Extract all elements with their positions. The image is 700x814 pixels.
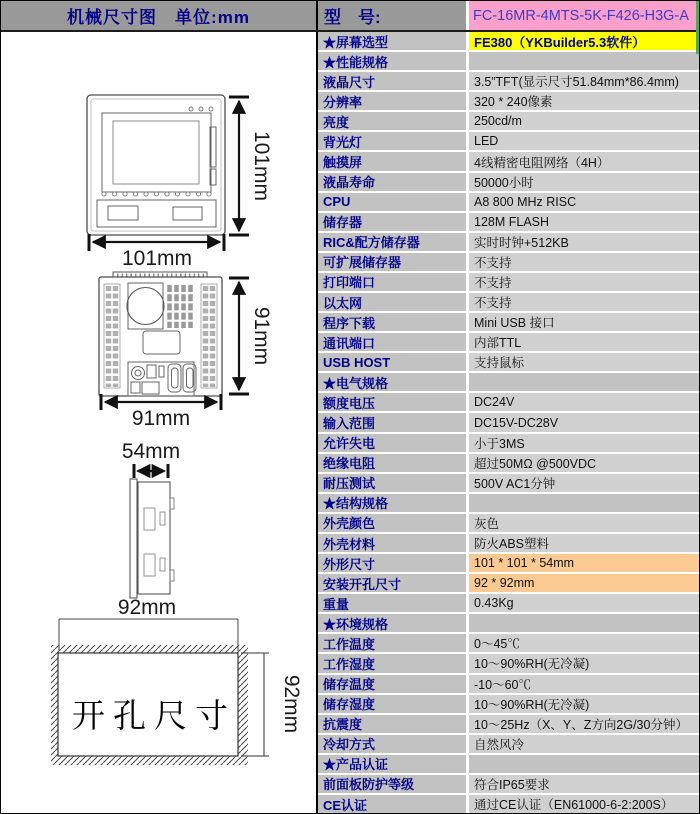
content-area [1,32,699,813]
spec-label: ★产品认证 [318,755,466,773]
spec-value [466,755,699,773]
spec-value: 3.5”TFT(显示尺寸51.84mm*86.4mm) [466,72,699,90]
spec-label: 亮度 [318,112,466,130]
depth-dim-label: 54mm [121,440,181,463]
spec-label: 工作温度 [318,634,466,652]
spec-label: 允许失电 [318,434,466,452]
spec-value: 0～45℃ [466,634,699,652]
spec-row [318,311,699,331]
front-height-dim-label: 101mm [250,130,273,202]
spec-value [466,373,699,391]
spec-row [318,693,699,713]
spec-row [318,472,699,492]
spec-row [318,150,699,170]
spec-value: 10～90%RH(无冷凝) [466,654,699,672]
spec-value: 128M FLASH [466,213,699,231]
spec-label: 储存器 [318,213,466,231]
section-row [318,612,699,632]
cutout-width-dim-label: 92mm [117,596,177,619]
spec-value: 250cd/m [466,112,699,130]
section-row [318,371,699,391]
spec-row [318,713,699,733]
front-view-drawing [87,95,225,235]
spec-row [318,733,699,753]
spec-value: 防火ABS塑料 [466,534,699,552]
spec-label: ★屏幕选型 [318,32,466,50]
spec-label: RIC&配方储存器 [318,233,466,251]
spec-row [318,211,699,231]
body-profile [138,482,170,594]
spec-value: 灰色 [466,514,699,532]
spec-label: 外壳材料 [318,534,466,552]
spec-label: ★性能规格 [318,52,466,70]
spec-row [318,432,699,452]
spec-label: 输入范围 [318,413,466,431]
spec-label: 额度电压 [318,393,466,411]
spec-value: 自然风冷 [466,735,699,753]
spec-value: 0.43Kg [466,594,699,612]
spec-value: 320 * 240像素 [466,92,699,110]
title-bar [1,1,699,32]
spec-value: LED [466,132,699,150]
spec-label: ★环境规格 [318,614,466,632]
spec-row [318,572,699,592]
spec-label: 触摸屏 [318,152,466,170]
side-view-drawing [122,440,180,598]
spec-value: 不支持 [466,273,699,291]
spec-label: 以太网 [318,293,466,311]
spec-row [318,331,699,351]
spec-value: 10～25Hz（X、Y、Z方向2G/30分钟） [466,715,699,733]
back-view-drawing [99,272,222,396]
spec-label: 通讯端口 [318,333,466,351]
spec-row [318,291,699,311]
spec-label: 前面板防护等级 [318,775,466,793]
spec-row [318,773,699,793]
spec-label: 绝缘电阻 [318,454,466,472]
spec-value: 10～90%RH(无冷凝) [466,695,699,713]
spec-row [318,391,699,411]
mechanical-drawings-svg [1,32,318,814]
spec-value: 符合IP65要求 [466,775,699,793]
spec-row [318,673,699,693]
spec-rows [318,32,699,813]
spec-row [318,632,699,652]
section-row [318,50,699,70]
spec-value [466,52,699,70]
spec-label: 储存湿度 [318,695,466,713]
spec-row [318,90,699,110]
mechanical-drawings-panel [1,32,318,813]
mechanical-dimensions-title: 机械尺寸图 单位:mm [1,1,318,30]
spec-label: 储存温度 [318,675,466,693]
spec-label: 程序下载 [318,313,466,331]
spec-label: 抗震度 [318,715,466,733]
spec-label: 打印端口 [318,273,466,291]
spec-value: 不支持 [466,293,699,311]
spec-label: USB HOST [318,353,466,371]
model-number-value: FC-16MR-4MTS-5K-F426-H3G-A [466,1,699,30]
spec-label: 工作湿度 [318,654,466,672]
back-height-dim-label: 91mm [250,306,273,366]
spec-value: 92 * 92mm [466,574,699,592]
spec-value: 小于3MS [466,434,699,452]
spec-value: 101 * 101 * 54mm [466,554,699,572]
spec-label: 重量 [318,594,466,612]
spec-value: 超过50MΩ @500VDC [466,454,699,472]
spec-row [318,512,699,532]
spec-value: A8 800 MHz RISC [466,193,699,211]
spec-row [318,592,699,612]
spec-value: 支持鼠标 [466,353,699,371]
spec-row [318,652,699,672]
spec-label: 外壳颜色 [318,514,466,532]
spec-label: ★结构规格 [318,494,466,512]
cutout-caption: 开孔尺寸 [72,697,236,734]
cutout-drawing [51,596,303,765]
spec-row [318,110,699,130]
spec-value: 通过CE认证（EN61000-6-2:200S） [466,795,699,813]
spec-label: 液晶尺寸 [318,72,466,90]
spec-row [318,411,699,431]
spec-value [466,614,699,632]
back-width-dim-label: 91mm [131,407,191,430]
spec-row [318,70,699,90]
spec-label: ★电气规格 [318,373,466,391]
spec-label: 外形尺寸 [318,554,466,572]
spec-row [318,452,699,472]
spec-value: FE380（YKBuilder5.3软件） [466,32,699,50]
spec-value: 内部TTL [466,333,699,351]
green-border-artifact [696,1,699,54]
spec-row [318,793,699,813]
spec-value: DC24V [466,393,699,411]
section-row [318,753,699,773]
model-number-label: 型 号: [318,1,466,30]
spec-row [318,532,699,552]
spec-row [318,251,699,271]
spec-value: 50000小时 [466,173,699,191]
spec-value: 500V AC1分钟 [466,474,699,492]
spec-value: 不支持 [466,253,699,271]
cutout-height-dim-label: 92mm [280,674,303,734]
spec-value: 4线精密电阻网络（4H） [466,152,699,170]
spec-label: 可扩展储存器 [318,253,466,271]
spec-label: 冷却方式 [318,735,466,753]
spec-label: 安装开孔尺寸 [318,574,466,592]
spec-row [318,191,699,211]
spec-value: -10～60℃ [466,675,699,693]
spec-value: DC15V-DC28V [466,413,699,431]
spec-label: 液晶寿命 [318,173,466,191]
spec-value: Mini USB 接口 [466,313,699,331]
spec-row [318,231,699,251]
spec-value: 实时时钟+512KB [466,233,699,251]
spec-label: CPU [318,193,466,211]
spec-label: 背光灯 [318,132,466,150]
spec-row [318,32,699,50]
front-width-dim-label: 101mm [121,247,193,270]
bezel-profile [130,479,137,598]
spec-label: 耐压测试 [318,474,466,492]
spec-row [318,171,699,191]
spec-row [318,552,699,572]
spec-row [318,351,699,371]
spec-row [318,130,699,150]
spec-row [318,271,699,291]
spec-label: 分辨率 [318,92,466,110]
section-row [318,492,699,512]
spec-value [466,494,699,512]
spec-label: CE认证 [318,795,466,813]
